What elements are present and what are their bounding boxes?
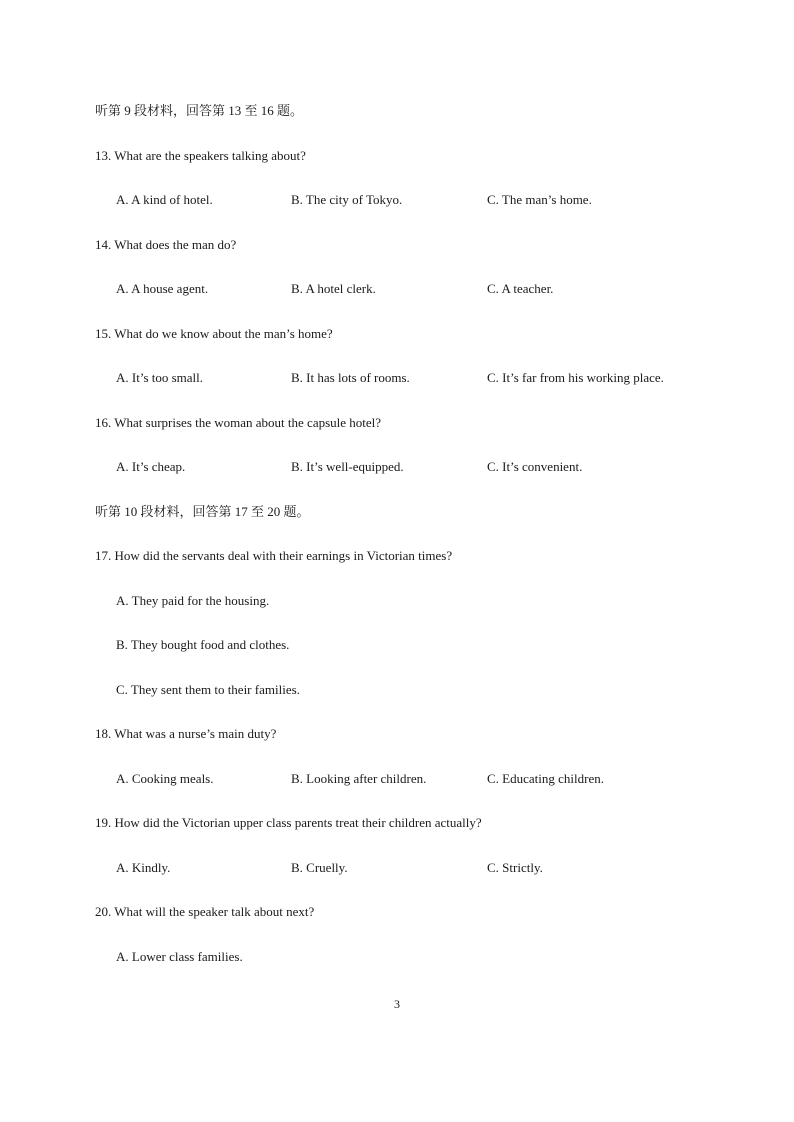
section-10-instruction: 听第 10 段材料，回答第 17 至 20 题。	[95, 504, 310, 519]
q17-option-c: C. They sent them to their families.	[116, 682, 300, 697]
q16-option-b: B. It’s well-equipped.	[291, 459, 404, 474]
q15-option-b: B. It has lots of rooms.	[291, 370, 410, 385]
q19-option-c: C. Strictly.	[487, 860, 543, 875]
question-17: 17. How did the servants deal with their earnings in Victorian times?	[95, 548, 453, 563]
q17-option-b: B. They bought food and clothes.	[116, 637, 290, 652]
question-15: 15. What do we know about the man’s home?	[95, 326, 333, 341]
question-16: 16. What surprises the woman about the capsule hotel?	[95, 415, 382, 430]
question-19: 19. How did the Victorian upper class parents treat their children actually?	[95, 815, 482, 830]
q13-option-a: A. A kind of hotel.	[116, 192, 213, 207]
q16-option-c: C. It’s convenient.	[487, 459, 583, 474]
q19-option-b: B. Cruelly.	[291, 860, 348, 875]
q18-option-c: C. Educating children.	[487, 771, 604, 786]
q20-option-a: A. Lower class families.	[116, 949, 243, 964]
q15-option-c: C. It’s far from his working place.	[487, 370, 664, 385]
page-number: 3	[394, 997, 400, 1011]
q19-option-a: A. Kindly.	[116, 860, 171, 875]
q15-option-a: A. It’s too small.	[116, 370, 204, 385]
q14-option-b: B. A hotel clerk.	[291, 281, 376, 296]
section-9-instruction: 听第 9 段材料，回答第 13 至 16 题。	[95, 103, 304, 118]
q17-option-a: A. They paid for the housing.	[116, 593, 270, 608]
q14-option-a: A. A house agent.	[116, 281, 209, 296]
q18-option-a: A. Cooking meals.	[116, 771, 214, 786]
q13-option-c: C. The man’s home.	[487, 192, 592, 207]
q16-option-a: A. It’s cheap.	[116, 459, 186, 474]
q18-option-b: B. Looking after children.	[291, 771, 427, 786]
question-14: 14. What does the man do?	[95, 237, 237, 252]
q13-option-b: B. The city of Tokyo.	[291, 192, 403, 207]
question-18: 18. What was a nurse’s main duty?	[95, 726, 277, 741]
question-20: 20. What will the speaker talk about next?	[95, 904, 315, 919]
q14-option-c: C. A teacher.	[487, 281, 554, 296]
question-13: 13. What are the speakers talking about?	[95, 148, 306, 163]
